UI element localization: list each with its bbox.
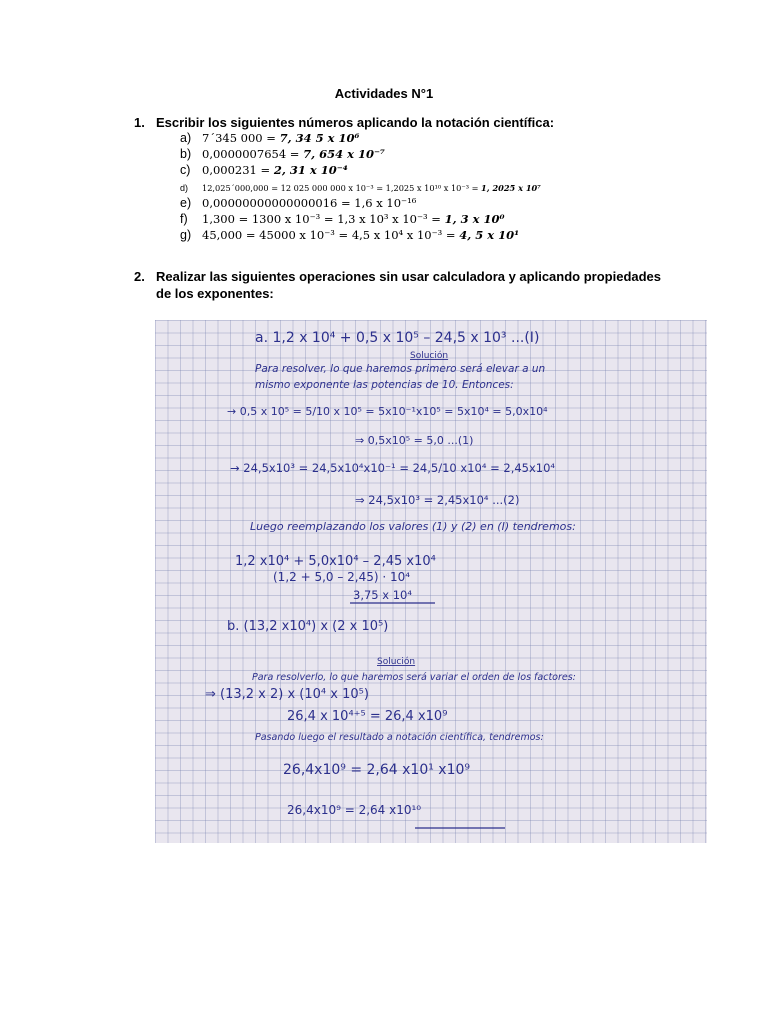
hw-line: 3,75 x 10⁴: [353, 588, 412, 602]
item-label: a): [180, 131, 192, 145]
hw-line: ⇒ 24,5x10³ = 2,45x10⁴ ...(2): [355, 493, 520, 507]
item-label: d): [180, 182, 189, 193]
list-item: [180, 146, 541, 162]
list-item: [180, 162, 541, 178]
handwritten-solution-photo: [155, 320, 707, 843]
item-label: f): [180, 211, 188, 226]
list-item: [180, 211, 541, 227]
item-answer: 1, 2025 x 10⁷: [481, 182, 541, 193]
item-expression: 12,025´000,000 = 12 025 000 000 x 10⁻³ = 1,2025 x 10¹⁰ x 10⁻³ =: [202, 182, 482, 193]
hw-line: → 0,5 x 10⁵ = 5/10 x 10⁵ = 5x10⁻¹x10⁵ = 5x10⁴ = 5,0x10⁴: [227, 405, 548, 418]
question-1: [134, 114, 694, 131]
item-answer: 4, 5 x 10¹: [459, 228, 520, 243]
hw-line: Pasando luego el resultado a notación científica, tendremos:: [255, 732, 544, 743]
item-expression: 0,00000000000000016 = 1,6 x 10⁻¹⁶: [202, 195, 417, 210]
item-label: g): [180, 228, 192, 243]
list-item: [180, 130, 541, 146]
hw-line: a. 1,2 x 10⁴ + 0,5 x 10⁵ – 24,5 x 10³ ...(I): [255, 330, 540, 346]
item-expression: 1,300 = 1300 x 10⁻³ = 1,3 x 10³ x 10⁻³ =: [202, 211, 445, 226]
question-2-text: Realizar las siguientes operaciones sin usar calculadora y aplicando propiedades de los exponentes:: [156, 269, 662, 301]
hw-line: 26,4x10⁹ = 2,64 x10¹ x10⁹: [283, 762, 471, 778]
hw-line: ⇒ (13,2 x 2) x (10⁴ x 10⁵): [205, 687, 369, 702]
hw-line: (1,2 + 5,0 – 2,45) · 10⁴: [273, 570, 411, 584]
question-2: [134, 268, 694, 304]
hw-line: 1,2 x10⁴ + 5,0x10⁴ – 2,45 x10⁴: [235, 554, 436, 569]
item-expression: 7´345 000 =: [202, 131, 280, 145]
hw-line: b. (13,2 x10⁴) x (2 x 10⁵): [227, 619, 389, 634]
hw-line: Solución: [410, 351, 449, 361]
item-expression: 0,000231 =: [202, 163, 274, 178]
hw-line: 26,4x10⁹ = 2,64 x10¹⁰: [287, 803, 422, 817]
hw-line: 26,4 x 10⁴⁺⁵ = 26,4 x10⁹: [287, 709, 448, 724]
item-answer: 7, 34 5 x 10⁶: [279, 131, 360, 145]
item-label: c): [180, 163, 191, 178]
item-label: b): [180, 147, 192, 162]
hw-line: Para resolver, lo que haremos primero será elevar a un: [255, 363, 546, 375]
question-1-items: [180, 130, 541, 243]
list-item: [180, 179, 541, 195]
question-1-text: Escribir los siguientes números aplicando la notación científica:: [156, 115, 555, 130]
item-expression: 45,000 = 45000 x 10⁻³ = 4,5 x 10⁴ x 10⁻³ =: [202, 228, 460, 243]
item-expression: 0,0000007654 =: [202, 147, 304, 162]
hw-line: Para resolverlo, lo que haremos será variar el orden de los factores:: [252, 672, 576, 683]
list-item: [180, 195, 541, 211]
item-answer: 1, 3 x 10⁰: [444, 211, 505, 226]
handwriting-layer: [155, 320, 707, 843]
item-label: e): [180, 195, 192, 210]
hw-line: → 24,5x10³ = 24,5x10⁴x10⁻¹ = 24,5/10 x10⁴ = 2,45x10⁴: [230, 461, 556, 475]
page-title: Actividades N°1: [334, 86, 434, 101]
hw-line: ⇒ 0,5x10⁵ = 5,0 ...(1): [355, 434, 474, 447]
question-2-number: 2.: [134, 269, 145, 284]
hw-line: Solución: [377, 657, 416, 667]
question-1-number: 1.: [134, 115, 145, 130]
hw-line: mismo exponente las potencias de 10. Entonces:: [255, 379, 514, 391]
item-answer: 2, 31 x 10⁻⁴: [273, 163, 348, 178]
list-item: [180, 227, 541, 243]
item-answer: 7, 654 x 10⁻⁷: [303, 147, 386, 162]
hw-line: Luego reemplazando los valores (1) y (2) en (I) tendremos:: [250, 520, 576, 533]
